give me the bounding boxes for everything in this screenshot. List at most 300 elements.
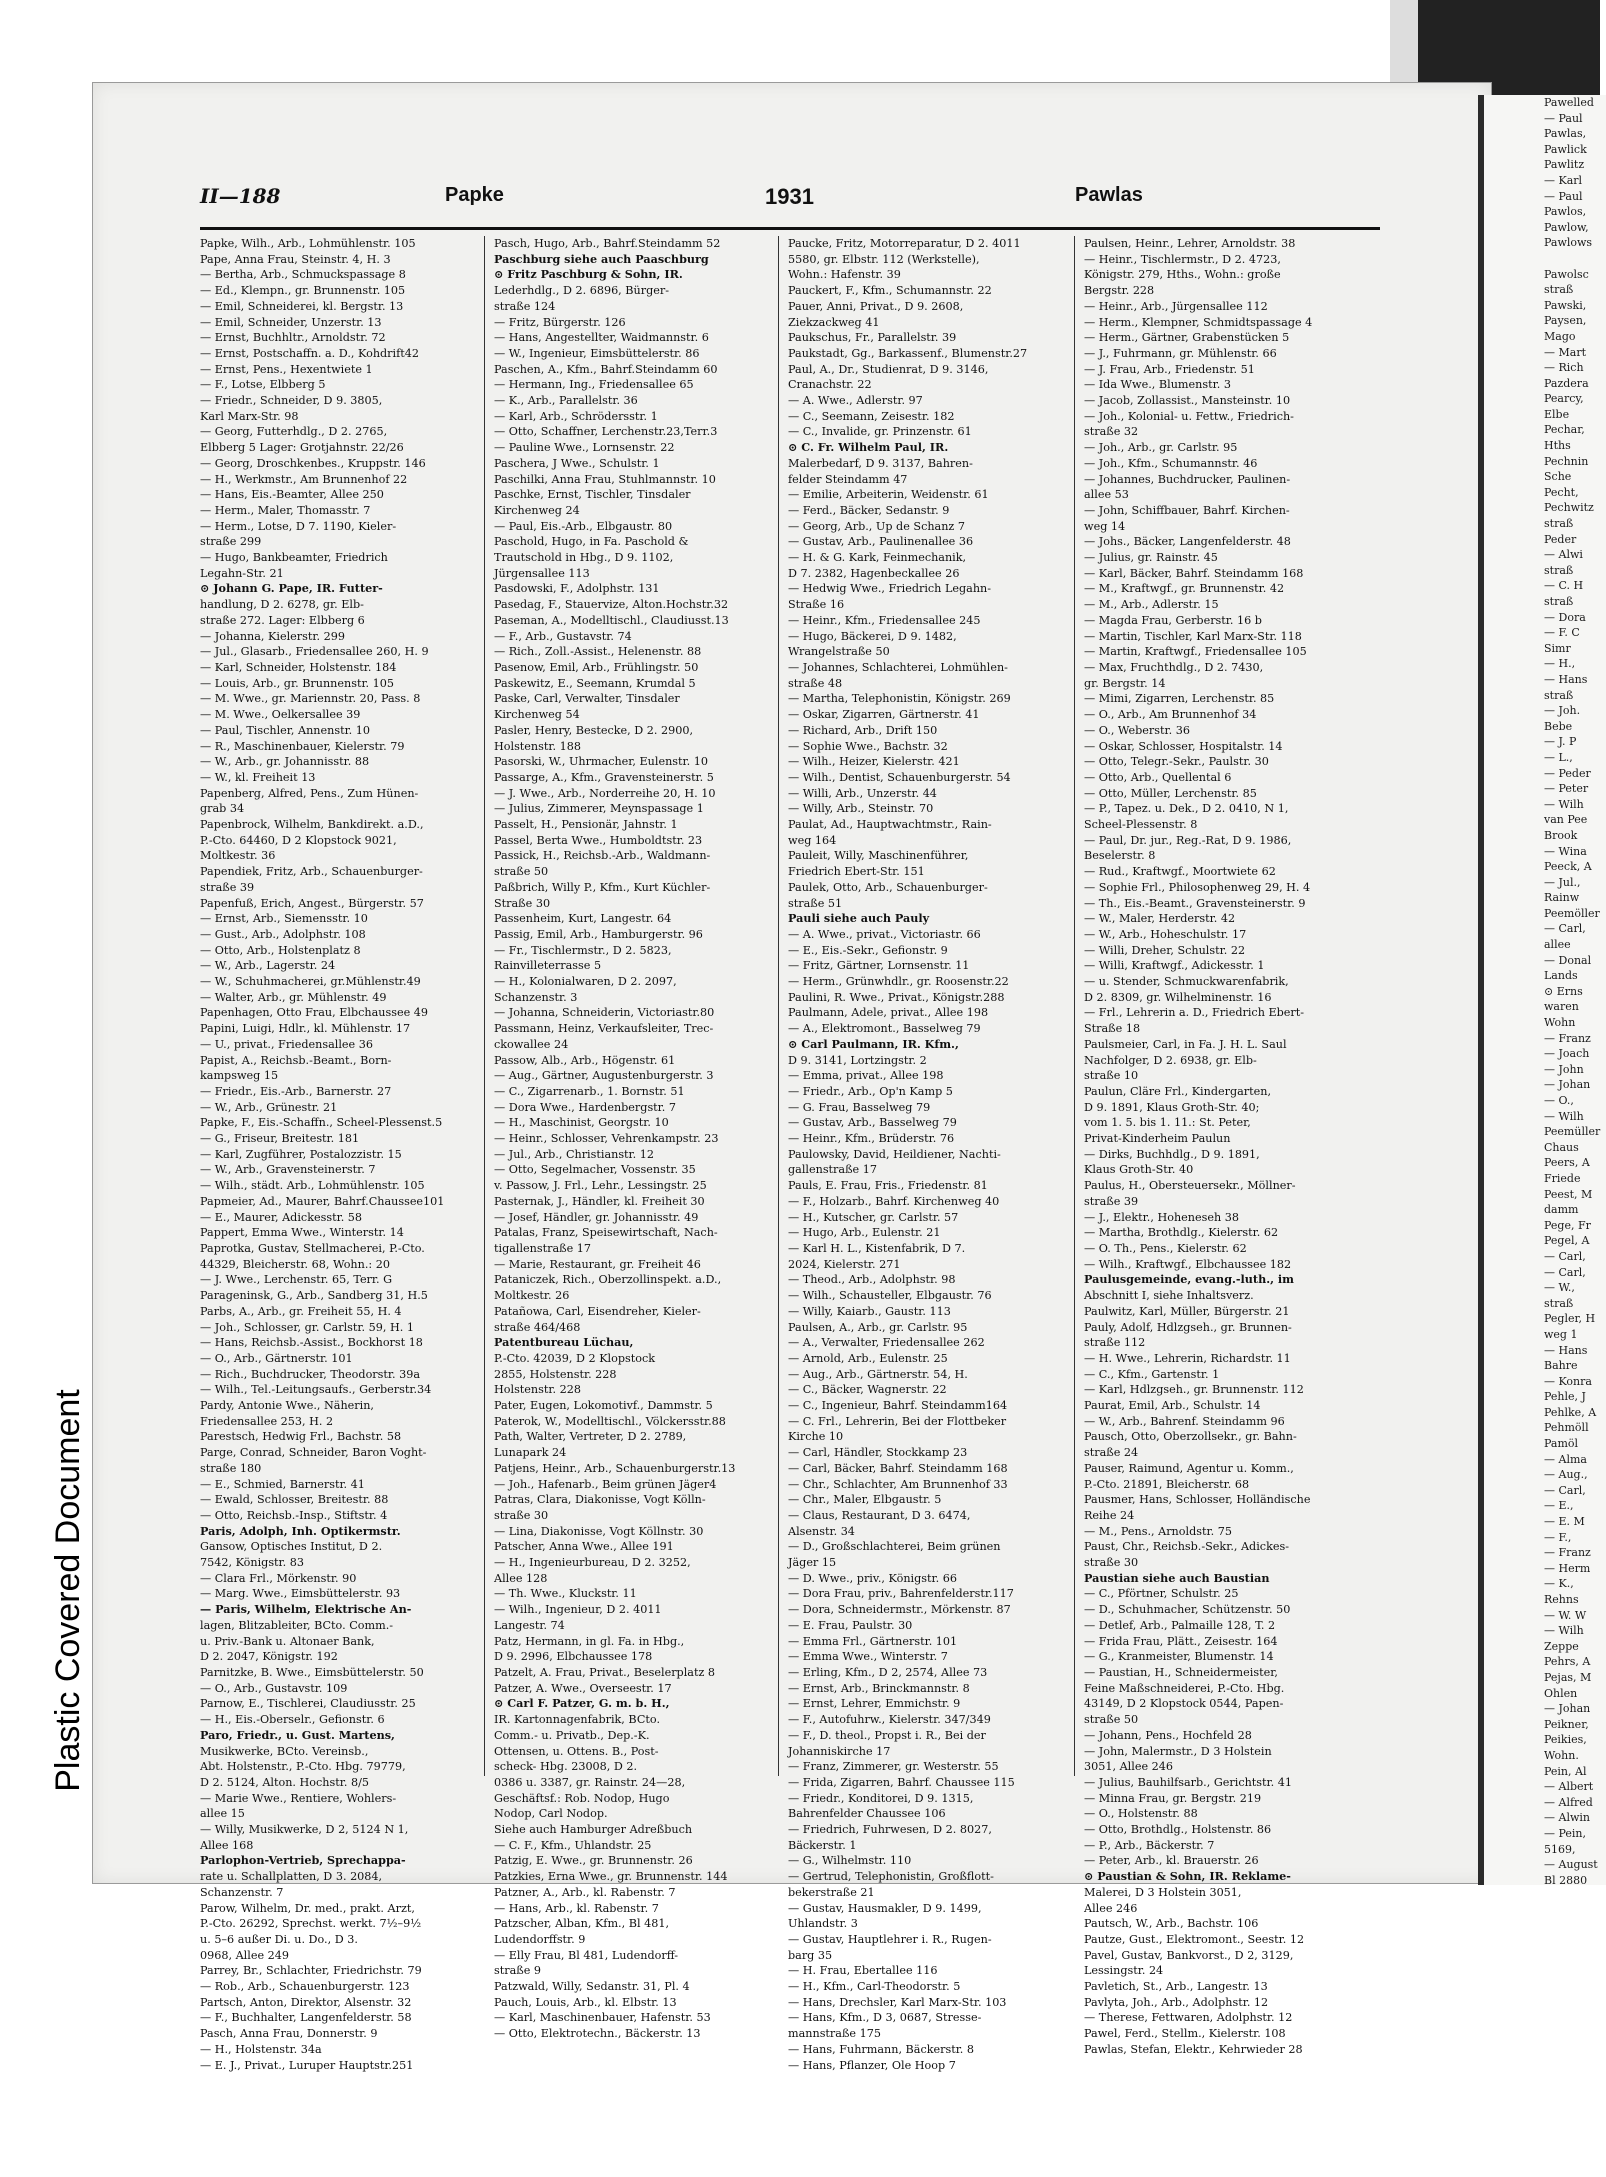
adjacent-page-line: Zeppe: [1544, 1639, 1579, 1653]
directory-entry-line: felder Steindamm 47: [788, 472, 908, 486]
directory-entry-line: 0968, Allee 249: [200, 1948, 289, 1962]
directory-entry-line: Comm.- u. Privatb., Dep.-K.: [494, 1728, 650, 1742]
directory-entry-line: Pavlyta, Joh., Arb., Adolphstr. 12: [1084, 1995, 1269, 2009]
directory-entry-line: Ludendorffstr. 9: [494, 1932, 586, 1946]
adjacent-page-line: Pawlick: [1544, 142, 1587, 156]
directory-entry-line: — Jul., Arb., Christianstr. 12: [494, 1147, 655, 1161]
directory-entry-line: Straße 18: [1084, 1022, 1141, 1036]
directory-entry-line: — Heinr., Kfm., Friedensallee 245: [788, 613, 981, 627]
adjacent-page-line: Chaus: [1544, 1140, 1579, 1154]
directory-entry-line: Paukstadt, Gg., Barkassenf., Blumenstr.27: [788, 346, 1028, 360]
directory-entry-line: straße 272. Lager: Elbberg 6: [200, 613, 365, 627]
directory-entry-line: — Martha, Brothdlg., Kielerstr. 62: [1084, 1226, 1279, 1240]
directory-entry-line: — F., Lotse, Elbberg 5: [200, 378, 326, 392]
directory-entry-line: — Frida Frau, Plätt., Zeisestr. 164: [1084, 1634, 1278, 1648]
directory-entry-line: straße 50: [1084, 1713, 1139, 1727]
directory-entry-line: Legahn-Str. 21: [200, 566, 284, 580]
directory-entry-line: Lederhdlg., D 2. 6896, Bürger-: [494, 284, 669, 298]
adjacent-page-line: Pazdera: [1544, 376, 1589, 390]
directory-entry-line: rate u. Schallplatten, D 3. 2084,: [200, 1870, 383, 1884]
adjacent-page-line: straß: [1544, 595, 1574, 608]
directory-entry-line: — Paris, Wilhelm, Elektrische An-: [200, 1602, 412, 1617]
directory-entry-line: straße 24: [1084, 1446, 1139, 1460]
directory-entry-line: — Johannes, Schlachterei, Lohmühlen-: [788, 660, 1008, 674]
adjacent-page-line: — C. H: [1544, 579, 1584, 593]
directory-entry-line: Pautze, Gust., Elektromont., Seestr. 12: [1084, 1932, 1305, 1946]
directory-entry-line: Paukschus, Fr., Parallelstr. 39: [788, 331, 957, 345]
directory-entry-line: — Julius, Bauhilfsarb., Gerichtstr. 41: [1084, 1775, 1292, 1789]
directory-entry-line: Moltkestr. 26: [494, 1289, 570, 1303]
directory-entry-line: D 2. 2047, Königstr. 192: [200, 1650, 338, 1664]
directory-entry-line: Patzscher, Alban, Kfm., Bl 481,: [494, 1917, 669, 1931]
directory-entry-line: Musikwerke, BCto. Vereinsb.,: [200, 1744, 369, 1758]
adjacent-page-line: Bahre: [1544, 1359, 1578, 1373]
directory-entry-line: Pausch, Otto, Oberzollsekr., gr. Bahn-: [1084, 1430, 1297, 1444]
adjacent-page-line: straß: [1544, 517, 1574, 531]
directory-entry-line: — Mimi, Zigarren, Lerchenstr. 85: [1084, 692, 1275, 706]
adjacent-page-line: ⊙ Erns: [1544, 984, 1583, 998]
directory-entry-line: — Heinr., Kfm., Brüderstr. 76: [788, 1132, 955, 1146]
directory-entry-line: Papke, Wilh., Arb., Lohmühlenstr. 105: [200, 237, 416, 250]
directory-entry-line: — H. Frau, Ebertallee 116: [788, 1964, 938, 1978]
directory-entry-line: Papist, A., Reichsb.-Beamt., Born-: [200, 1053, 392, 1067]
directory-entry-line: vom 1. 5. bis 1. 11.: St. Peter,: [1084, 1116, 1251, 1130]
directory-entry-line: straße 39: [1084, 1194, 1139, 1208]
directory-entry-line: — Heinr., Tischlermstr., D 2. 4723,: [1084, 252, 1281, 266]
directory-entry-line: straße 299: [200, 535, 262, 549]
directory-entry-line: Malerei, D 3 Holstein 3051,: [1084, 1885, 1242, 1899]
directory-entry-line: — F., Arb., Gustavstr. 74: [494, 629, 632, 643]
directory-entry-line: P.-Cto. 64460, D 2 Klopstock 9021,: [200, 833, 397, 847]
directory-entry-line: — Hans, Reichsb.-Assist., Bockhorst 18: [200, 1336, 423, 1350]
directory-entry-line: — Johanna, Schneiderin, Victoriastr.80: [494, 1006, 715, 1020]
directory-entry-line: — E. J., Privat., Luruper Hauptstr.251: [200, 2058, 414, 2072]
directory-entry-line: — D., Großschlachterei, Beim grünen: [788, 1540, 1001, 1554]
directory-entry-line: weg 14: [1084, 519, 1126, 533]
adjacent-page-line: Peikner,: [1544, 1717, 1589, 1731]
directory-entry-line: IR. Kartonnagenfabrik, BCto.: [494, 1713, 660, 1727]
directory-entry-line: — Gustav, Hausmakler, D 9. 1499,: [788, 1901, 982, 1915]
directory-entry-line: — G. Frau, Basselweg 79: [788, 1100, 931, 1114]
directory-entry-line: Pasorski, W., Uhrmacher, Eulenstr. 10: [494, 755, 708, 769]
directory-entry-line: Paro, Friedr., u. Gust. Martens,: [200, 1727, 395, 1742]
directory-entry-line: — W., Ingenieur, Eimsbüttelerstr. 86: [494, 346, 700, 360]
directory-entry-line: P.-Cto. 26292, Sprechst. werkt. 7½–9½: [200, 1917, 422, 1931]
adjacent-page-line: — Donal: [1544, 953, 1592, 967]
directory-entry-line: gr. Bergstr. 14: [1084, 676, 1166, 690]
directory-entry-line: — Hugo, Arb., Eulenstr. 21: [788, 1226, 941, 1240]
directory-entry-line: — P., Tapez. u. Dek., D 2. 0410, N 1,: [1084, 802, 1289, 816]
directory-entry-line: — Karl, Schneider, Holstenstr. 184: [200, 660, 397, 674]
directory-entry-line: — Willy, Arb., Steinstr. 70: [788, 802, 934, 816]
directory-entry-line: Paßbrich, Willy P., Kfm., Kurt Küchler-: [494, 880, 711, 894]
directory-entry-line: Paris, Adolph, Inh. Optikermstr.: [200, 1523, 401, 1538]
directory-entry-line: Lessingstr. 24: [1084, 1964, 1164, 1978]
directory-entry-line: Pauer, Anni, Privat., D 9. 2608,: [788, 299, 964, 313]
directory-entry-line: — R., Maschinenbauer, Kielerstr. 79: [200, 739, 405, 753]
adjacent-page-line: — Alwin: [1544, 1811, 1590, 1825]
adjacent-page-line: Pawlitz: [1544, 158, 1585, 172]
directory-entry-line: Paschburg siehe auch Paaschburg: [494, 251, 709, 266]
directory-entry-line: — Martha, Telephonistin, Königstr. 269: [788, 692, 1011, 706]
directory-entry-line: — Rob., Arb., Schauenburgerstr. 123: [200, 1980, 410, 1994]
adjacent-page-line: Peeck, A: [1544, 860, 1592, 874]
directory-entry-line: — M. Wwe., Oelkersallee 39: [200, 708, 361, 722]
directory-entry-line: Jürgensallee 113: [494, 566, 590, 580]
adjacent-page-line: — Mart: [1544, 345, 1586, 359]
directory-entry-line: — Emma Frl., Gärtnerstr. 101: [788, 1634, 958, 1648]
directory-entry-line: Papenberg, Alfred, Pens., Zum Hünen-: [200, 786, 419, 800]
directory-entry-line: — Willy, Musikwerke, D 2, 5124 N 1,: [200, 1823, 409, 1837]
directory-entry-line: — Peter, Arb., kl. Brauerstr. 26: [1084, 1854, 1259, 1868]
adjacent-page-line: — Carl,: [1544, 1483, 1586, 1497]
directory-entry-line: Patz, Hermann, in gl. Fa. in Hbg.,: [494, 1634, 685, 1648]
directory-entry-line: Pauleit, Willy, Maschinenführer,: [788, 849, 969, 863]
directory-entry-line: — C., Ingenieur, Bahrf. Steindamm164: [788, 1399, 1008, 1413]
adjacent-page-line: Brook: [1544, 828, 1578, 842]
directory-entry-line: D 9. 3141, Lortzingstr. 2: [788, 1053, 927, 1067]
directory-entry-line: Pape, Anna Frau, Steinstr. 4, H. 3: [200, 252, 391, 266]
directory-entry-line: Cranachstr. 22: [788, 378, 872, 392]
adjacent-page-line: — Pein,: [1544, 1826, 1587, 1840]
directory-entry-line: 2855, Holstenstr. 228: [494, 1367, 617, 1381]
directory-entry-line: Parlophon-Vertrieb, Sprechappa-: [200, 1853, 406, 1868]
directory-column-4: [1084, 236, 1356, 2056]
directory-entry-line: — W., Arb., Gravensteinerstr. 7: [200, 1163, 376, 1177]
directory-entry-line: — Ernst, Buchhltr., Arnoldstr. 72: [200, 331, 386, 345]
directory-entry-line: — Aug., Gärtner, Augustenburgerstr. 3: [494, 1069, 714, 1083]
directory-entry-line: — Hedwig Wwe., Friedrich Legahn-: [788, 582, 992, 596]
directory-entry-line: Paust, Chr., Reichsb.-Sekr., Adickes-: [1084, 1540, 1289, 1554]
directory-entry-line: — Georg, Arb., Up de Schanz 7: [788, 519, 965, 533]
directory-entry-line: Pauckert, F., Kfm., Schumannstr. 22: [788, 284, 992, 298]
directory-entry-line: D 7. 2382, Hagenbeckallee 26: [788, 566, 960, 580]
directory-entry-line: Moltkestr. 36: [200, 849, 276, 863]
directory-entry-line: — Heinr., Arb., Jürgensallee 112: [1084, 299, 1268, 313]
adjacent-page-line: — Carl,: [1544, 1265, 1586, 1279]
adjacent-page-line: Bl 2880: [1544, 1873, 1588, 1887]
directory-entry-line: — Fritz, Bürgerstr. 126: [494, 315, 626, 329]
directory-entry-line: straße 48: [788, 676, 843, 690]
directory-entry-line: — C., Bäcker, Wagnerstr. 22: [788, 1383, 947, 1397]
directory-entry-line: Paulwitz, Karl, Müller, Bürgerstr. 21: [1084, 1304, 1290, 1318]
directory-entry-line: — Gertrud, Telephonistin, Großflott-: [788, 1870, 994, 1884]
directory-entry-line: — Herm., Klempner, Schmidtspassage 4: [1084, 315, 1313, 329]
directory-entry-line: Trautschold in Hbg., D 9. 1102,: [494, 551, 674, 565]
directory-entry-line: — Paustian, H., Schneidermeister,: [1084, 1665, 1278, 1679]
directory-entry-line: Alsenstr. 34: [788, 1524, 855, 1538]
directory-entry-line: Patzner, A., Arb., kl. Rabenstr. 7: [494, 1885, 676, 1899]
directory-entry-line: v. Passow, J. Frl., Lehr., Lessingstr. 25: [494, 1179, 707, 1193]
directory-entry-line: — G., Kranmeister, Blumenstr. 14: [1084, 1650, 1274, 1664]
directory-entry-line: — J. Wwe., Lerchenstr. 65, Terr. G: [200, 1273, 393, 1287]
directory-entry-line: Parge, Conrad, Schneider, Baron Voght-: [200, 1446, 427, 1460]
directory-entry-line: — Emma Wwe., Winterstr. 7: [788, 1650, 948, 1664]
directory-entry-line: — Elly Frau, Bl 481, Ludendorff-: [494, 1948, 679, 1962]
adjacent-page-line: Pejas, M: [1544, 1670, 1592, 1684]
directory-entry-line: Bäckerstr. 1: [788, 1838, 857, 1852]
directory-entry-line: Rainvilleterrasse 5: [494, 959, 602, 973]
directory-entry-line: — Hans, Kfm., D 3, 0687, Stresse-: [788, 2011, 982, 2025]
directory-column-3: [788, 236, 1060, 2072]
adjacent-page-line: Peest, M: [1544, 1187, 1593, 1201]
directory-entry-line: — C. Frl., Lehrerin, Bei der Flottbeker: [788, 1414, 1007, 1428]
adjacent-page-line: — Peter: [1544, 782, 1589, 796]
directory-entry-line: — Karl, Maschinenbauer, Hafenstr. 53: [494, 2011, 711, 2025]
directory-entry-line: Ziekzackweg 41: [788, 315, 880, 329]
directory-entry-line: — W., Schuhmacherei, gr.Mühlenstr.49: [200, 975, 421, 989]
adjacent-page-line: Pearcy,: [1544, 392, 1584, 406]
directory-entry-line: Reihe 24: [1084, 1508, 1135, 1522]
directory-entry-line: 44329, Bleicherstr. 68, Wohn.: 20: [200, 1257, 390, 1271]
directory-entry-line: — Wilh., Dentist, Schauenburgerstr. 54: [788, 770, 1011, 784]
directory-entry-line: — Ewald, Schlosser, Breitestr. 88: [200, 1493, 389, 1507]
directory-entry-line: Pavel, Gustav, Bankvorst., D 2, 3129,: [1084, 1948, 1294, 1962]
directory-entry-line: — F., D. theol., Propst i. R., Bei der: [788, 1728, 986, 1742]
directory-entry-line: — Chr., Maler, Elbgaustr. 5: [788, 1493, 942, 1507]
directory-entry-line: Abschnitt I, siehe Inhaltsverz.: [1084, 1289, 1254, 1303]
directory-entry-line: — Emil, Schneider, Unzerstr. 13: [200, 315, 382, 329]
directory-entry-line: — F., Holzarb., Bahrf. Kirchenweg 40: [788, 1194, 1000, 1208]
directory-entry-line: — Karl H. L., Kistenfabrik, D 7.: [788, 1242, 966, 1255]
column-divider: [1074, 236, 1075, 1776]
directory-entry-line: — Heinr., Schlosser, Vehrenkampstr. 23: [494, 1132, 719, 1146]
adjacent-page-line: Pawski,: [1544, 298, 1587, 312]
directory-entry-line: — Detlef, Arb., Palmaille 128, T. 2: [1084, 1618, 1276, 1632]
directory-entry-line: Bahrenfelder Chaussee 106: [788, 1807, 946, 1821]
adjacent-page-line: — Johan: [1544, 1078, 1591, 1092]
header-right-word: Pawlas: [1075, 184, 1143, 206]
adjacent-page-line: — Carl,: [1544, 922, 1586, 936]
adjacent-page-line: Pehmöll: [1544, 1421, 1589, 1435]
directory-entry-line: D 9. 2996, Elbchaussee 178: [494, 1650, 653, 1664]
directory-entry-line: — Dora Frau, priv., Bahrenfelderstr.117: [788, 1587, 1014, 1601]
directory-entry-line: Parow, Wilhelm, Dr. med., prakt. Arzt,: [200, 1901, 415, 1915]
directory-entry-line: — A. Wwe., privat., Victoriastr. 66: [788, 927, 981, 941]
directory-entry-line: — W., Arb., Lagerstr. 24: [200, 959, 336, 973]
directory-entry-line: Paskewitz, E., Seemann, Krumdal 5: [494, 676, 696, 690]
directory-entry-line: Bergstr. 228: [1084, 284, 1155, 298]
directory-entry-line: — Johanna, Kielerstr. 299: [200, 629, 345, 643]
header-year: 1931: [765, 184, 814, 209]
directory-entry-line: Paulusgemeinde, evang.-luth., im: [1084, 1272, 1295, 1287]
directory-entry-line: scheck- Hbg. 23008, D 2.: [494, 1760, 638, 1774]
directory-entry-line: — Bertha, Arb., Schmuckspassage 8: [200, 268, 406, 282]
directory-entry-line: — Wilh., Schausteller, Elbgaustr. 76: [788, 1289, 992, 1303]
directory-entry-line: — Otto, Telegr.-Sekr., Paulstr. 30: [1084, 755, 1269, 769]
directory-entry-line: — J. Wwe., Arb., Norderreihe 20, H. 10: [494, 786, 716, 800]
directory-entry-line: — Otto, Arb., Quellental 6: [1084, 770, 1232, 784]
directory-entry-line: Pauser, Raimund, Agentur u. Komm.,: [1084, 1461, 1294, 1475]
directory-entry-line: D 9. 1891, Klaus Groth-Str. 40;: [1084, 1100, 1260, 1114]
directory-entry-line: — E., Schmied, Barnerstr. 41: [200, 1477, 365, 1491]
adjacent-page-line: Hths: [1544, 439, 1571, 453]
directory-entry-line: Paulowsky, David, Heildiener, Nachti-: [788, 1147, 1001, 1161]
directory-entry-line: Patalas, Franz, Speisewirtschaft, Nach-: [494, 1226, 718, 1240]
adjacent-page-line: Pamöl: [1544, 1437, 1579, 1451]
directory-entry-line: straße 30: [1084, 1556, 1139, 1570]
directory-entry-line: — Herm., Lotse, D 7. 1190, Kieler-: [200, 519, 397, 533]
directory-entry-line: Pavletich, St., Arb., Langestr. 13: [1084, 1980, 1268, 1994]
directory-entry-line: — John, Schiffbauer, Bahrf. Kirchen-: [1084, 503, 1290, 517]
directory-entry-line: gallenstraße 17: [788, 1163, 877, 1177]
adjacent-page-line: — Alfred: [1544, 1795, 1593, 1809]
directory-entry-line: — K., Arb., Parallelstr. 36: [494, 394, 638, 408]
adjacent-page-line: Pehrs, A: [1544, 1655, 1591, 1669]
directory-entry-line: D 2. 8309, gr. Wilhelminenstr. 16: [1084, 990, 1272, 1004]
directory-entry-line: — E., Maurer, Adickesstr. 58: [200, 1210, 363, 1224]
directory-entry-line: — Johannes, Buchdrucker, Paulinen-: [1084, 472, 1291, 486]
directory-entry-line: Patañowa, Carl, Eisendreher, Kieler-: [494, 1304, 701, 1318]
adjacent-page-line: — Franz: [1544, 1031, 1591, 1045]
adjacent-page-line: — F.,: [1544, 1530, 1572, 1544]
directory-entry-line: — Paul, Tischler, Annenstr. 10: [200, 723, 371, 737]
adjacent-page-line: 5169,: [1544, 1842, 1576, 1856]
directory-entry-line: — G., Friseur, Breitestr. 181: [200, 1132, 360, 1146]
directory-entry-line: — Joh., Arb., gr. Carlstr. 95: [1084, 441, 1238, 455]
directory-entry-line: — O., Arb., Am Brunnenhof 34: [1084, 708, 1257, 722]
adjacent-page-line: — Franz: [1544, 1546, 1591, 1560]
adjacent-page-line: Elbe: [1544, 407, 1570, 421]
directory-entry-line: ckowallee 24: [494, 1037, 569, 1051]
adjacent-page-line: — Aug.,: [1544, 1468, 1588, 1482]
directory-entry-line: — Hans, Arb., kl. Rabenstr. 7: [494, 1901, 659, 1915]
adjacent-page-line: Pechar,: [1544, 423, 1585, 437]
directory-entry-line: Papenhagen, Otto Frau, Elbchaussee 49: [200, 1006, 428, 1020]
directory-entry-line: — H., Kutscher, gr. Carlstr. 57: [788, 1210, 959, 1224]
directory-entry-line: — E. Frau, Paulstr. 30: [788, 1618, 913, 1632]
directory-entry-line: Elbberg 5 Lager: Grotjahnstr. 22/26: [200, 441, 404, 455]
adjacent-page-line: — Wina: [1544, 844, 1587, 858]
directory-entry-line: — Martin, Tischler, Karl Marx-Str. 118: [1084, 629, 1302, 643]
directory-entry-line: Papendiek, Fritz, Arb., Schauenburger-: [200, 865, 423, 879]
directory-entry-line: — Th. Wwe., Kluckstr. 11: [494, 1587, 637, 1601]
directory-entry-line: — O., Weberstr. 36: [1084, 723, 1190, 737]
adjacent-page-line: — W.,: [1544, 1281, 1575, 1295]
adjacent-page-line: — Rich: [1544, 361, 1584, 375]
directory-entry-line: — Wilh., Tel.-Leitungsaufs., Gerberstr.34: [200, 1383, 432, 1397]
directory-entry-line: — P., Arb., Bäckerstr. 7: [1084, 1838, 1215, 1852]
directory-entry-line: Partsch, Anton, Direktor, Alsenstr. 32: [200, 1995, 412, 2009]
adjacent-page-line: — Alwi: [1544, 548, 1583, 562]
adjacent-page-line: — Karl: [1544, 173, 1583, 187]
directory-entry-line: Path, Walter, Vertreter, D 2. 2789,: [494, 1430, 687, 1444]
directory-entry-line: — Karl, Bäcker, Bahrf. Steindamm 168: [1084, 566, 1304, 580]
directory-entry-line: Pappert, Emma Wwe., Winterstr. 14: [200, 1226, 404, 1240]
directory-entry-line: — Hermann, Ing., Friedensallee 65: [494, 378, 694, 392]
directory-entry-line: — Paul, Dr. jur., Reg.-Rat, D 9. 1986,: [1084, 833, 1292, 847]
directory-entry-line: — E., Eis.-Sekr., Gefionstr. 9: [788, 943, 948, 957]
directory-entry-line: — Carl, Bäcker, Bahrf. Steindamm 168: [788, 1461, 1008, 1475]
directory-entry-line: Pawlas, Stefan, Elektr., Kehrwieder 28: [1084, 2042, 1303, 2056]
directory-entry-line: Passarge, A., Kfm., Gravensteinerstr. 5: [494, 770, 714, 784]
directory-entry-line: Papini, Luigi, Hdlr., kl. Mühlenstr. 17: [200, 1022, 411, 1036]
adjacent-page-line: — E.,: [1544, 1499, 1574, 1513]
directory-entry-line: — Willi, Kraftwgf., Adickesstr. 1: [1084, 959, 1265, 973]
adjacent-page-line: — Konra: [1544, 1374, 1592, 1388]
side-label: Plastic Covered Document: [48, 1388, 87, 1792]
directory-entry-line: Pardy, Antonie Wwe., Näherin,: [200, 1399, 374, 1413]
directory-entry-line: — D., Schuhmacher, Schützenstr. 50: [1084, 1603, 1291, 1617]
adjacent-page-line: — Jul.,: [1544, 875, 1581, 889]
directory-entry-line: — O., Arb., Gärtnerstr. 101: [200, 1351, 353, 1365]
directory-entry-line: — J. Frau, Arb., Friedenstr. 51: [1084, 362, 1255, 376]
directory-entry-line: — Fritz, Gärtner, Lornsenstr. 11: [788, 959, 970, 973]
directory-entry-line: — F., Buchhalter, Langenfelderstr. 58: [200, 2011, 412, 2025]
directory-entry-line: 7542, Königstr. 83: [200, 1556, 305, 1570]
adjacent-page-line: straß: [1544, 688, 1574, 702]
directory-entry-line: Passelt, H., Pensionär, Jahnstr. 1: [494, 818, 678, 832]
directory-entry-line: — C., Kfm., Gartenstr. 1: [1084, 1367, 1220, 1381]
directory-entry-line: Patzkies, Erna Wwe., gr. Brunnenstr. 144: [494, 1870, 728, 1884]
directory-entry-line: — U., privat., Friedensallee 36: [200, 1037, 373, 1051]
directory-entry-line: 43149, D 2 Klopstock 0544, Papen-: [1084, 1697, 1284, 1711]
directory-entry-line: — Theod., Arb., Adolphstr. 98: [788, 1273, 956, 1287]
directory-entry-line: — Oskar, Zigarren, Gärtnerstr. 41: [788, 708, 980, 722]
directory-entry-line: straße 464/468: [494, 1320, 581, 1334]
adjacent-page-line: Pegler, H: [1544, 1312, 1596, 1326]
adjacent-page-line: Peder: [1544, 532, 1577, 546]
directory-entry-line: Paulsmeier, Carl, in Fa. J. H. L. Saul: [1084, 1037, 1287, 1051]
adjacent-page-line: Paysen,: [1544, 314, 1587, 328]
directory-entry-line: Papenfuß, Erich, Angest., Bürgerstr. 57: [200, 896, 424, 910]
directory-entry-line: — Fr., Tischlermstr., D 2. 5823,: [494, 943, 672, 957]
directory-entry-line: Friedensallee 253, H. 2: [200, 1414, 334, 1428]
adjacent-page-line: Bebe: [1544, 719, 1573, 733]
directory-entry-line: — Wilh., Kraftwgf., Elbchaussee 182: [1084, 1257, 1292, 1271]
directory-entry-line: Malerbedarf, D 9. 3137, Bahren-: [788, 456, 973, 470]
directory-entry-line: straße 9: [494, 1964, 542, 1978]
directory-entry-line: — Herm., Grünwhdlr., gr. Roosenstr.22: [788, 975, 1009, 989]
directory-entry-line: — Johann, Pens., Hochfeld 28: [1084, 1728, 1252, 1742]
directory-entry-line: Paucke, Fritz, Motorreparatur, D 2. 4011: [788, 237, 1021, 250]
directory-entry-line: — Frl., Lehrerin a. D., Friedrich Ebert-: [1084, 1006, 1305, 1020]
directory-entry-line: — Dora, Schneidermstr., Mörkenstr. 87: [788, 1603, 1011, 1617]
directory-entry-line: Wohn.: Hafenstr. 39: [788, 268, 901, 282]
directory-entry-line: Passenheim, Kurt, Langestr. 64: [494, 912, 672, 926]
directory-entry-line: Parnitzke, B. Wwe., Eimsbüttelerstr. 50: [200, 1665, 424, 1679]
directory-entry-line: — Carl, Händler, Stockkamp 23: [788, 1446, 968, 1460]
directory-entry-line: — Arnold, Arb., Eulenstr. 25: [788, 1351, 948, 1365]
directory-entry-line: Pauch, Louis, Arb., kl. Elbstr. 13: [494, 1995, 677, 2009]
directory-entry-line: grab 34: [200, 802, 245, 816]
adjacent-page-line: Wohn.: [1544, 1748, 1579, 1762]
directory-entry-line: — Joh., Kolonial- u. Fettw., Friedrich-: [1084, 409, 1294, 423]
directory-entry-line: Paske, Carl, Verwalter, Tinsdaler: [494, 692, 680, 706]
directory-entry-line: kampsweg 15: [200, 1069, 279, 1083]
adjacent-page-line: — Hans: [1544, 672, 1588, 686]
directory-entry-line: Pasch, Hugo, Arb., Bahrf.Steindamm 52: [494, 237, 721, 250]
directory-entry-line: — Max, Fruchthdlg., D 2. 7430,: [1084, 660, 1264, 674]
directory-entry-line: — Otto, Arb., Holstenplatz 8: [200, 943, 361, 957]
directory-entry-line: — W., kl. Freiheit 13: [200, 770, 316, 784]
directory-entry-line: Privat-Kinderheim Paulun: [1084, 1132, 1231, 1146]
directory-entry-line: — Marie, Restaurant, gr. Freiheit 46: [494, 1257, 701, 1271]
directory-entry-line: Uhlandstr. 3: [788, 1917, 858, 1931]
directory-entry-line: Paulsen, A., Arb., gr. Carlstr. 95: [788, 1320, 968, 1334]
directory-entry-line: Papke, F., Eis.-Schaffn., Scheel-Plessenst.5: [200, 1116, 443, 1130]
directory-entry-line: — Karl, Hdlzgseh., gr. Brunnenstr. 112: [1084, 1383, 1304, 1397]
directory-entry-line: Nachfolger, D 2. 6938, gr. Elb-: [1084, 1053, 1257, 1067]
directory-entry-line: lagen, Blitzableiter, BCto. Comm.-: [200, 1618, 394, 1632]
directory-entry-line: — Claus, Restaurant, D 3. 6474,: [788, 1508, 971, 1522]
directory-entry-line: — Gustav, Arb., Paulinenallee 36: [788, 535, 974, 549]
directory-entry-line: — W., Arb., Grünestr. 21: [200, 1100, 338, 1114]
directory-entry-line: — C., Zigarrenarb., 1. Bornstr. 51: [494, 1084, 685, 1098]
directory-entry-line: Kirche 10: [788, 1430, 844, 1444]
directory-entry-line: — Karl, Zugführer, Postalozzistr. 15: [200, 1147, 402, 1161]
directory-entry-line: — Therese, Fettwaren, Adolphstr. 12: [1084, 2011, 1293, 2025]
